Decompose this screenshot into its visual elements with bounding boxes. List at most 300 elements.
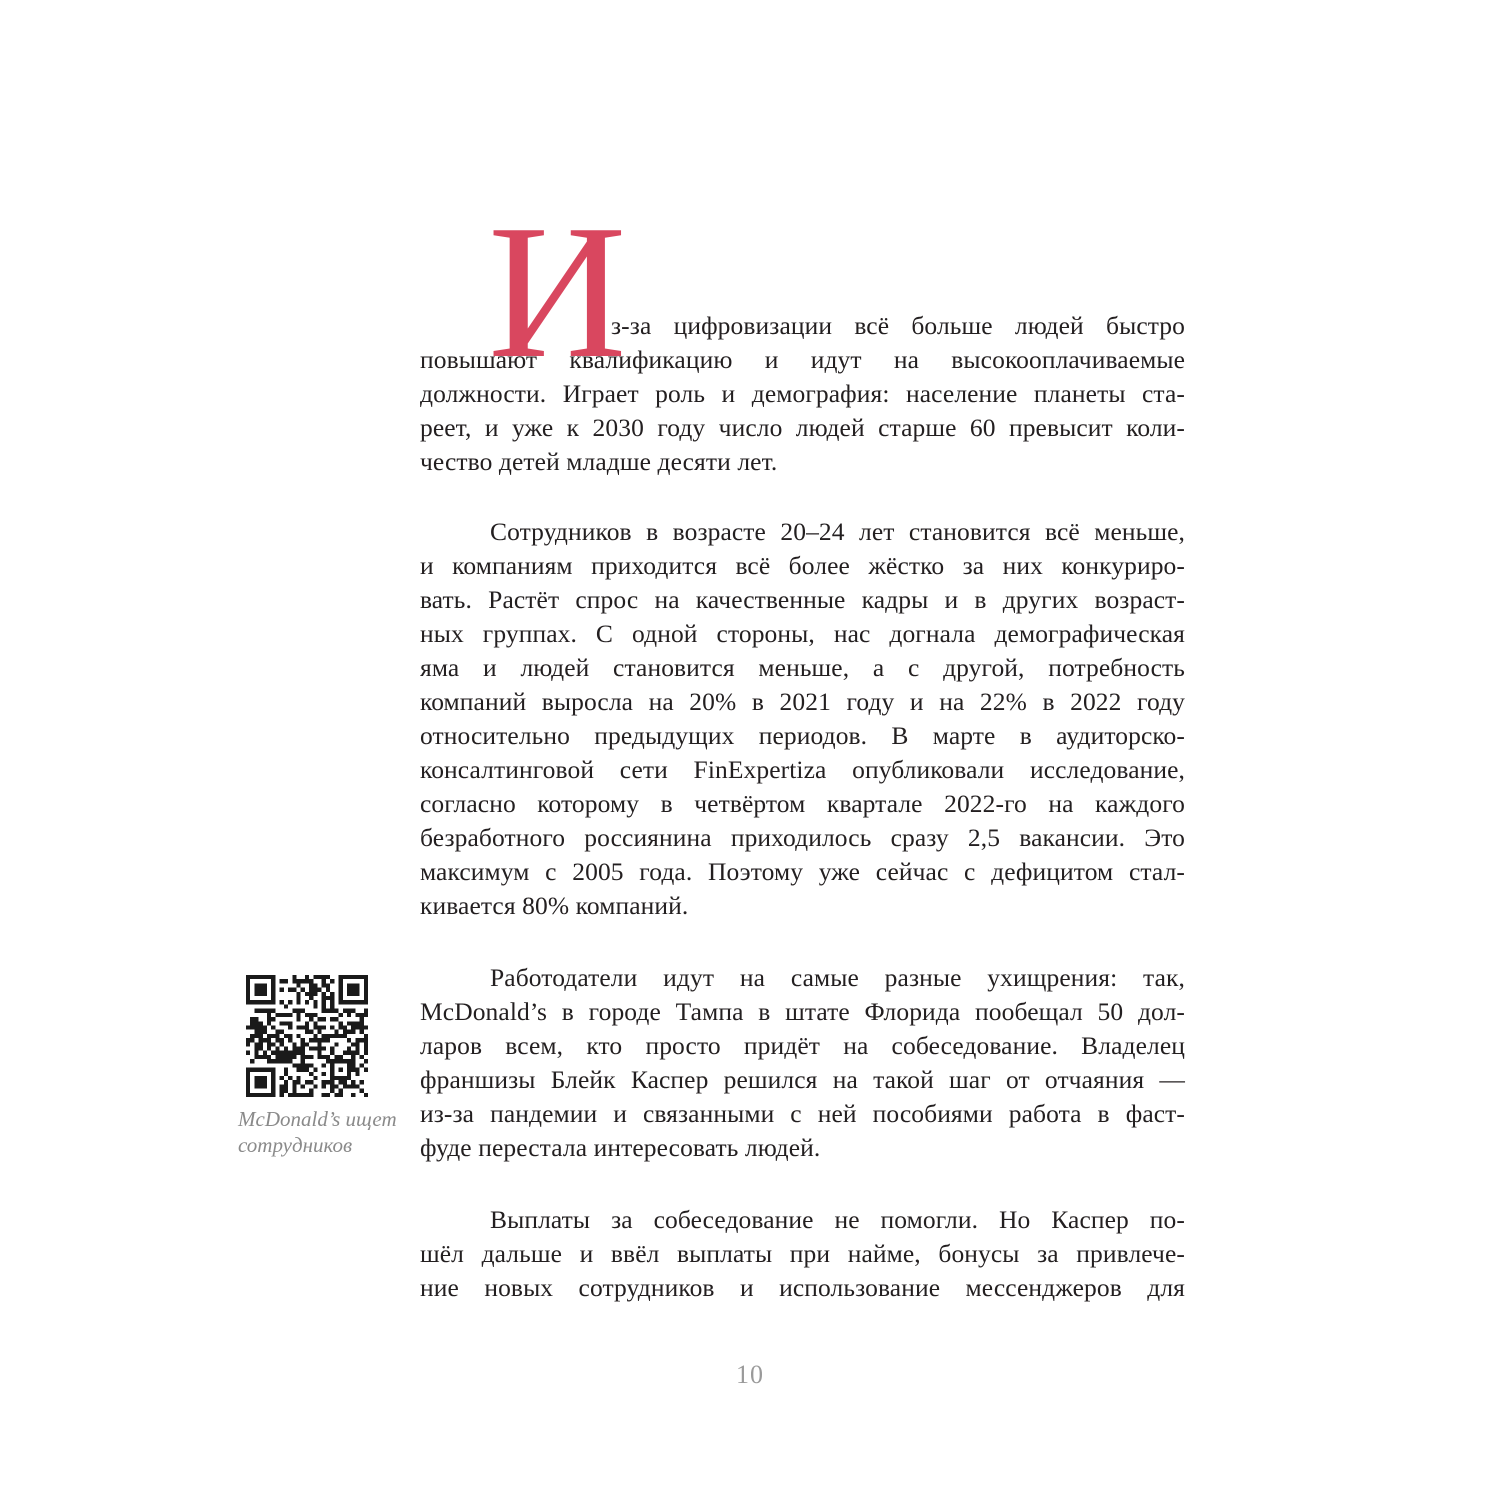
qr-module [296,1047,300,1051]
qr-module [301,1042,305,1046]
qr-module [343,1080,347,1084]
qr-module [275,1030,279,1034]
qr-module [292,979,296,983]
qr-module [263,975,267,979]
qr-module [296,1068,300,1072]
qr-module [296,983,300,987]
qr-module [259,1055,263,1059]
qr-module [246,1000,250,1004]
qr-module [322,1084,326,1088]
qr-module [351,1021,355,1025]
qr-module [259,1025,263,1029]
qr-module [301,988,305,992]
qr-module [351,983,355,987]
qr-module [351,1055,355,1059]
qr-module [360,1030,364,1034]
qr-module [322,1025,326,1029]
qr-module [313,992,317,996]
qr-module [267,1021,271,1025]
qr-module [271,1042,275,1046]
paragraph-2 [420,515,1185,923]
qr-module [259,1080,263,1084]
qr-module [263,1009,267,1013]
qr-module [334,1084,338,1088]
qr-module [355,1013,359,1017]
qr-module [263,1068,267,1072]
qr-module [254,1009,258,1013]
qr-module [271,979,275,983]
qr-module [322,983,326,987]
qr-module [280,1076,284,1080]
qr-module [322,1038,326,1042]
qr-module [305,1013,309,1017]
qr-module [313,1034,317,1038]
qr-module [343,1084,347,1088]
text-line: ние новых сотрудников и использование мессенджеров для [420,1273,1185,1302]
qr-module [280,1038,284,1042]
qr-module [246,1089,250,1093]
qr-module [254,1030,258,1034]
qr-module [322,979,326,983]
qr-module [355,975,359,979]
qr-module [296,1025,300,1029]
qr-module [343,1030,347,1034]
qr-module [296,1034,300,1038]
qr-module [326,1080,330,1084]
qr-module [364,1051,368,1055]
qr-module [250,1034,254,1038]
qr-module [347,1084,351,1088]
text-line: из-за пандемии и связанными с ней пособиями работа в фаст- [420,1099,1185,1128]
qr-module [267,1068,271,1072]
qr-module [343,1009,347,1013]
qr-module [271,1017,275,1021]
qr-module [326,975,330,979]
qr-module [360,1000,364,1004]
qr-caption [238,1106,408,1158]
qr-module [322,1055,326,1059]
qr-module [305,1093,309,1097]
qr-module [347,1047,351,1051]
qr-module [339,1034,343,1038]
qr-module [313,1038,317,1042]
qr-module [254,1076,258,1080]
qr-module [318,1038,322,1042]
text-line: яма и людей становится меньше, а с другой, потребность [420,653,1185,682]
qr-module [339,1059,343,1063]
qr-module [364,1068,368,1072]
text-line: з-за цифровизации всё больше людей быстро [611,311,1185,340]
qr-module [330,1009,334,1013]
qr-module [246,996,250,1000]
text-line: безработного россиянина приходилось сразу 2,5 вакансии. Это [420,823,1185,852]
qr-module [322,996,326,1000]
qr-module [271,1000,275,1004]
qr-module [288,1093,292,1097]
qr-module [292,1080,296,1084]
qr-module [309,992,313,996]
qr-module [246,975,250,979]
qr-module [305,1025,309,1029]
qr-module [305,979,309,983]
qr-module [292,988,296,992]
qr-module [292,1042,296,1046]
qr-module [246,992,250,996]
qr-module [364,1059,368,1063]
qr-module [271,1072,275,1076]
qr-module [305,1068,309,1072]
qr-module [288,1059,292,1063]
qr-module [292,1063,296,1067]
qr-module [330,1063,334,1067]
qr-module [339,1000,343,1004]
qr-module [267,1034,271,1038]
qr-module [296,1000,300,1004]
qr-module [267,1009,271,1013]
qr-module [259,988,263,992]
text-line: вать. Растёт спрос на качественные кадры и в других возраст- [420,585,1185,614]
qr-module [288,1021,292,1025]
qr-module [301,1084,305,1088]
qr-module [339,1021,343,1025]
qr-module [301,1055,305,1059]
qr-module [347,1030,351,1034]
qr-module [246,1068,250,1072]
qr-module [330,1017,334,1021]
qr-module [360,1063,364,1067]
qr-module [267,1042,271,1046]
qr-module [334,1055,338,1059]
qr-module [330,1080,334,1084]
qr-module [259,1000,263,1004]
qr-module [246,983,250,987]
qr-module [360,1080,364,1084]
qr-module [364,1000,368,1004]
qr-module [339,1025,343,1029]
qr-module [326,988,330,992]
qr-module [326,1059,330,1063]
text-line: франшизы Блейк Каспер решился на такой шаг от отчаяния — [420,1065,1185,1094]
qr-module [305,1042,309,1046]
qr-module [250,1025,254,1029]
text-line: чество детей младше десяти лет. [420,447,778,476]
qr-module [339,1080,343,1084]
qr-module [246,1084,250,1088]
qr-module [330,1000,334,1004]
qr-module [355,1042,359,1046]
qr-module [250,975,254,979]
qr-module [263,1038,267,1042]
qr-module [263,1076,267,1080]
qr-module [360,1021,364,1025]
qr-module [284,1072,288,1076]
qr-module [364,992,368,996]
qr-module [259,1093,263,1097]
qr-module [322,1034,326,1038]
qr-module [254,1021,258,1025]
qr-module [246,1038,250,1042]
qr-module [313,1068,317,1072]
qr-module [271,1051,275,1055]
qr-module [330,1076,334,1080]
qr-module [339,1068,343,1072]
qr-module [284,1084,288,1088]
qr-module [351,1000,355,1004]
qr-module [296,1009,300,1013]
qr-module [326,1038,330,1042]
qr-module [330,979,334,983]
qr-module [318,975,322,979]
qr-module [339,1089,343,1093]
qr-module [360,1025,364,1029]
text-line: McDonald’s в городе Тампа в штате Флорида пообещал 50 дол- [420,997,1185,1026]
qr-module [309,1055,313,1059]
qr-module [301,1051,305,1055]
qr-module [360,1055,364,1059]
qr-module [246,1072,250,1076]
qr-module [284,1059,288,1063]
text-line: фуде перестала интересовать людей. [420,1133,821,1162]
qr-module [259,1034,263,1038]
qr-module [322,1009,326,1013]
qr-module [313,1084,317,1088]
qr-module [364,1093,368,1097]
qr-module [355,1068,359,1072]
qr-module [355,1038,359,1042]
qr-module [271,1080,275,1084]
qr-module [275,1038,279,1042]
qr-module [355,983,359,987]
qr-module [284,1055,288,1059]
qr-module [259,1084,263,1088]
qr-module [318,1030,322,1034]
qr-module [292,1051,296,1055]
qr-module [271,1089,275,1093]
qr-module [330,1059,334,1063]
qr-module [301,1047,305,1051]
text-line: и компаниям приходится всё более жёстко за них конкуриро- [420,551,1185,580]
qr-module [280,1093,284,1097]
qr-module [309,1080,313,1084]
qr-module [313,1076,317,1080]
qr-module [339,992,343,996]
qr-module [267,1093,271,1097]
qr-module [301,979,305,983]
qr-module [288,1034,292,1038]
qr-module [355,1025,359,1029]
qr-module [259,1042,263,1046]
qr-module [364,1025,368,1029]
qr-module [334,1030,338,1034]
qr-module [246,988,250,992]
qr-module [280,1000,284,1004]
qr-module [263,988,267,992]
qr-module [309,1017,313,1021]
qr-module [263,1055,267,1059]
qr-module [322,1093,326,1097]
qr-module [280,1084,284,1088]
text-line: ларов всем, кто просто придёт на собеседование. Владелец [420,1031,1185,1060]
qr-module [339,1055,343,1059]
qr-module [267,1038,271,1042]
qr-module [305,992,309,996]
qr-module [280,1013,284,1017]
qr-module [364,1013,368,1017]
paragraph-1 [420,309,1185,479]
qr-module [254,975,258,979]
qr-module [364,1038,368,1042]
text-line: ных группах. С одной стороны, нас догнала демографическая [420,619,1185,648]
qr-module [351,1025,355,1029]
qr-module [343,1034,347,1038]
qr-module [292,975,296,979]
qr-module [347,992,351,996]
text-line: Сотрудников в возрасте 20–24 лет становится всё меньше, [490,517,1185,546]
qr-module [334,1076,338,1080]
qr-module [309,996,313,1000]
qr-module [292,1009,296,1013]
qr-module [364,1042,368,1046]
qr-module [351,1059,355,1063]
qr-module [284,979,288,983]
text-line: консалтинговой сети FinExpertiza опубликовали исследование, [420,755,1185,784]
qr-module [351,988,355,992]
qr-module [259,1076,263,1080]
qr-module [271,1068,275,1072]
qr-module [334,1042,338,1046]
qr-module [351,1009,355,1013]
qr-module [263,1093,267,1097]
qr-module [288,1000,292,1004]
qr-module [309,1047,313,1051]
qr-module [301,1009,305,1013]
qr-module [254,1017,258,1021]
qr-module [313,983,317,987]
qr-module [288,1076,292,1080]
qr-module [339,979,343,983]
qr-module [263,1000,267,1004]
qr-module [309,1038,313,1042]
qr-module [259,1021,263,1025]
qr-module [347,1021,351,1025]
qr-module [292,1084,296,1088]
qr-module [322,992,326,996]
qr-module [355,1084,359,1088]
qr-module [343,1025,347,1029]
qr-module [259,992,263,996]
qr-module [326,1034,330,1038]
qr-module [267,1055,271,1059]
qr-module [313,1004,317,1008]
qr-module [347,1000,351,1004]
qr-module [280,1055,284,1059]
qr-module [259,1009,263,1013]
qr-module [271,1034,275,1038]
qr-module [364,1034,368,1038]
qr-module [254,1047,258,1051]
text-line: кивается 80% компаний. [420,891,689,920]
qr-module [250,1093,254,1097]
qr-module [360,1089,364,1093]
qr-module [343,1059,347,1063]
qr-module [280,1089,284,1093]
qr-module [339,996,343,1000]
qr-module [296,1093,300,1097]
qr-module [355,1072,359,1076]
qr-module [351,1080,355,1084]
qr-module [246,1051,250,1055]
qr-module [351,1030,355,1034]
qr-module [259,1038,263,1042]
qr-module [259,983,263,987]
qr-module [322,1017,326,1021]
text-line: повышают квалификацию и идут на высокооплачиваемые [420,345,1185,374]
qr-module [313,1047,317,1051]
qr-module [280,988,284,992]
qr-module [250,1000,254,1004]
qr-module [305,1030,309,1034]
qr-module [309,983,313,987]
qr-module [288,1051,292,1055]
qr-module [296,996,300,1000]
qr-module [301,1063,305,1067]
qr-module [284,1013,288,1017]
qr-module [343,975,347,979]
qr-module [313,1025,317,1029]
qr-code-icon[interactable] [246,975,368,1097]
qr-module [347,975,351,979]
qr-module [275,1013,279,1017]
qr-module [322,1004,326,1008]
qr-module [309,1030,313,1034]
qr-module [263,983,267,987]
qr-module [364,983,368,987]
qr-module [330,1034,334,1038]
qr-module [326,996,330,1000]
qr-module [313,1021,317,1025]
qr-module [347,1051,351,1055]
qr-module [292,1089,296,1093]
qr-module [305,1021,309,1025]
qr-module [334,1009,338,1013]
qr-module [250,1021,254,1025]
qr-module [355,1051,359,1055]
qr-module [267,1000,271,1004]
qr-module [271,1093,275,1097]
qr-module [246,1093,250,1097]
qr-module [271,988,275,992]
qr-module [292,1055,296,1059]
qr-module [292,1047,296,1051]
qr-module [330,996,334,1000]
qr-module [246,979,250,983]
qr-module [309,1013,313,1017]
qr-module [259,1047,263,1051]
qr-module [305,975,309,979]
qr-module [254,1051,258,1055]
qr-module [351,1042,355,1046]
qr-module [284,1089,288,1093]
caption-line: McDonald’s ищет [238,1107,397,1131]
qr-module [360,1013,364,1017]
qr-module [254,1025,258,1029]
text-line: Работодатели идут на самые разные ухищрения: так, [490,963,1185,992]
paragraph-3 [420,961,1185,1165]
qr-module [254,983,258,987]
qr-module [254,1093,258,1097]
qr-module [330,992,334,996]
qr-module [280,979,284,983]
